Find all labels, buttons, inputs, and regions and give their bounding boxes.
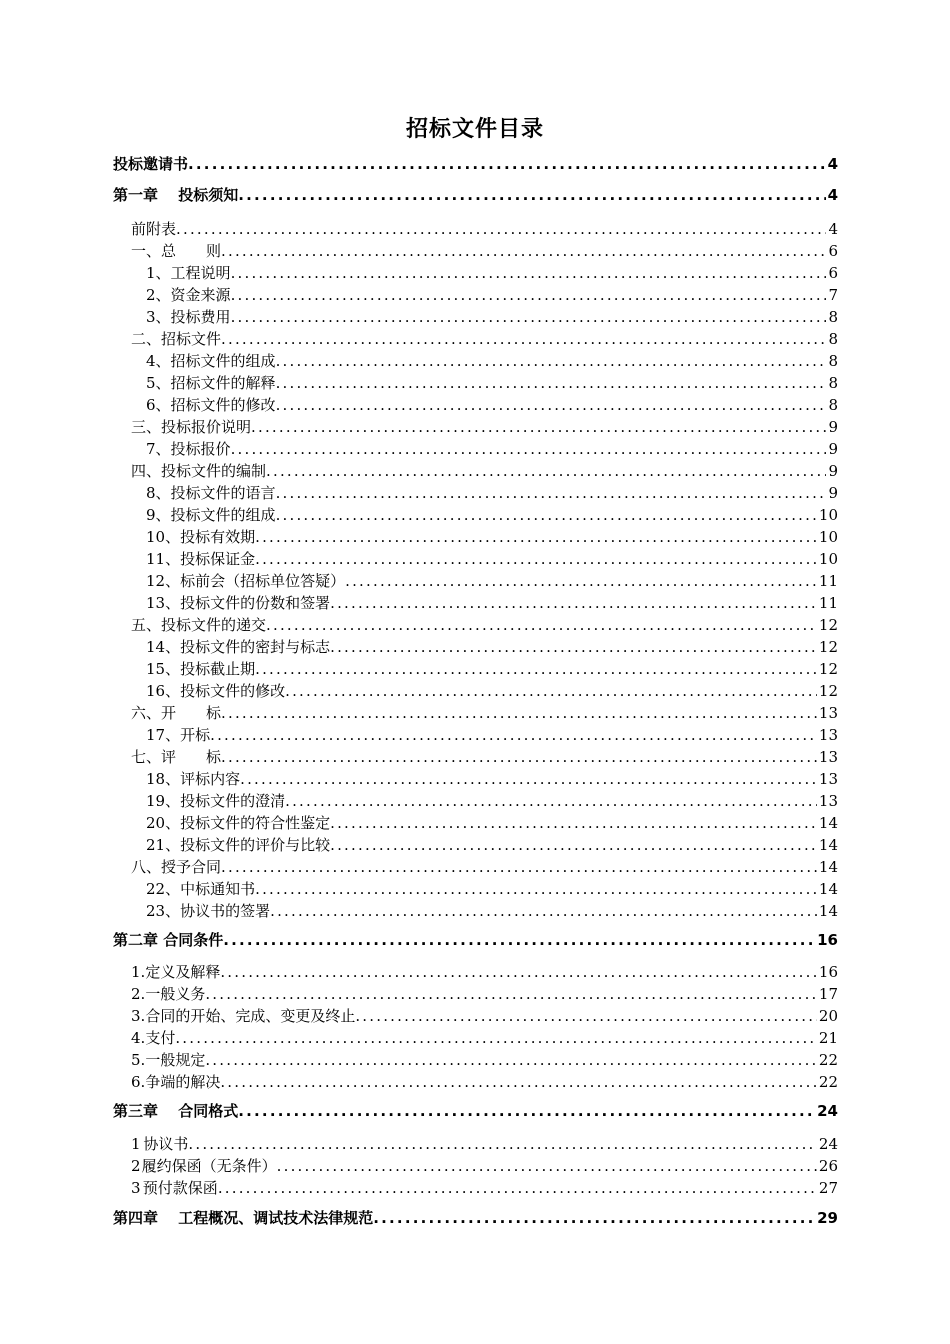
toc-page-number: 14 bbox=[818, 858, 838, 876]
toc-chapter-entry[interactable] bbox=[113, 153, 838, 175]
toc-page-number: 11 bbox=[818, 594, 838, 612]
toc-entry-label: 投标费用 bbox=[170, 308, 231, 326]
toc-entry[interactable] bbox=[146, 636, 838, 658]
toc-chapter-entry[interactable] bbox=[113, 1100, 838, 1122]
toc-entry-label: 投标邀请书 bbox=[113, 155, 189, 173]
toc-entry[interactable] bbox=[146, 724, 838, 746]
toc-dot-leader bbox=[276, 350, 827, 372]
toc-entry-number: 20、 bbox=[146, 814, 181, 832]
toc-page-number: 17 bbox=[818, 985, 838, 1003]
toc-entry-label: 招标文件的组成 bbox=[170, 352, 276, 370]
toc-page-number: 13 bbox=[818, 704, 838, 722]
toc-page-number: 8 bbox=[828, 330, 838, 348]
toc-entry[interactable] bbox=[146, 790, 838, 812]
toc-entry-label: 履约保函（无条件） bbox=[141, 1157, 277, 1175]
toc-entry-label: 第四章 工程概况、调试技术法律规范 bbox=[113, 1209, 374, 1227]
toc-page-number: 29 bbox=[817, 1209, 838, 1227]
toc-entry-label: 投标文件的修改 bbox=[180, 682, 286, 700]
toc-entry[interactable] bbox=[131, 614, 838, 636]
toc-dot-leader bbox=[231, 306, 827, 328]
toc-page-number: 8 bbox=[828, 396, 838, 414]
toc-page-number: 16 bbox=[818, 963, 838, 981]
toc-page-number: 16 bbox=[817, 931, 838, 949]
toc-entry[interactable] bbox=[146, 680, 838, 702]
toc-entry-label: 八、授予合同 bbox=[131, 858, 222, 876]
toc-entry[interactable] bbox=[146, 900, 838, 922]
toc-entry-number: 16、 bbox=[146, 682, 181, 700]
toc-entry-number: 14、 bbox=[146, 638, 181, 656]
toc-dot-leader bbox=[255, 878, 817, 900]
toc-dot-leader bbox=[240, 768, 817, 790]
toc-entry-number: 3. bbox=[131, 1007, 146, 1025]
toc-entry-number: 13、 bbox=[146, 594, 181, 612]
toc-page-number: 22 bbox=[818, 1051, 838, 1069]
toc-page-number: 13 bbox=[818, 748, 838, 766]
toc-entry-number: 4. bbox=[131, 1029, 146, 1047]
toc-entry[interactable] bbox=[146, 306, 838, 328]
toc-entry-label: 投标文件的符合性鉴定 bbox=[180, 814, 331, 832]
toc-dot-leader bbox=[220, 961, 817, 983]
toc-entry-label: 投标文件的份数和签署 bbox=[180, 594, 331, 612]
toc-page-number: 24 bbox=[817, 1102, 838, 1120]
toc-page-number: 9 bbox=[828, 418, 838, 436]
toc-dot-leader bbox=[330, 636, 817, 658]
toc-page-number: 22 bbox=[818, 1073, 838, 1091]
toc-entry[interactable] bbox=[146, 812, 838, 834]
toc-entry-label: 评标内容 bbox=[180, 770, 241, 788]
toc-entry[interactable] bbox=[131, 460, 838, 482]
toc-entry-label: 七、评 标 bbox=[131, 748, 222, 766]
toc-entry-number: 3、 bbox=[146, 308, 171, 326]
toc-entry-number: 22、 bbox=[146, 880, 181, 898]
toc-page-number: 9 bbox=[828, 484, 838, 502]
toc-dot-leader bbox=[251, 416, 826, 438]
toc-page-number: 24 bbox=[818, 1135, 838, 1153]
toc-entry[interactable] bbox=[146, 504, 838, 526]
toc-entry-label: 第三章 合同格式 bbox=[113, 1102, 239, 1120]
toc-dot-leader bbox=[277, 1155, 817, 1177]
toc-page-number: 11 bbox=[818, 572, 838, 590]
toc-dot-leader bbox=[231, 284, 827, 306]
toc-entry-number: 15、 bbox=[146, 660, 181, 678]
toc-page-number: 12 bbox=[818, 638, 838, 656]
toc-entry-label: 工程说明 bbox=[170, 264, 231, 282]
toc-dot-leader bbox=[188, 153, 826, 175]
toc-entry[interactable] bbox=[146, 262, 838, 284]
toc-dot-leader bbox=[221, 856, 817, 878]
toc-dot-leader bbox=[276, 504, 817, 526]
toc-page-number: 14 bbox=[818, 814, 838, 832]
toc-page-number: 10 bbox=[818, 550, 838, 568]
toc-page-number: 14 bbox=[818, 902, 838, 920]
toc-entry-label: 资金来源 bbox=[170, 286, 231, 304]
toc-entry[interactable] bbox=[131, 1071, 838, 1093]
toc-entry-number: 7、 bbox=[146, 440, 171, 458]
toc-entry-number: 6、 bbox=[146, 396, 171, 414]
toc-entry-number: 4、 bbox=[146, 352, 171, 370]
toc-entry[interactable] bbox=[146, 548, 838, 570]
toc-entry[interactable] bbox=[131, 218, 838, 240]
toc-entry[interactable] bbox=[146, 768, 838, 790]
toc-dot-leader bbox=[255, 658, 817, 680]
toc-entry[interactable] bbox=[146, 350, 838, 372]
toc-page-number: 12 bbox=[818, 660, 838, 678]
toc-entry[interactable] bbox=[146, 438, 838, 460]
toc-entry-number: 5. bbox=[131, 1051, 146, 1069]
toc-dot-leader bbox=[221, 240, 826, 262]
toc-page-number: 8 bbox=[828, 352, 838, 370]
toc-page-number: 10 bbox=[818, 506, 838, 524]
toc-entry-number: 12、 bbox=[146, 572, 181, 590]
document-title: 招标文件目录 bbox=[405, 117, 544, 142]
toc-dot-leader bbox=[266, 614, 817, 636]
toc-entry-label: 开标 bbox=[180, 726, 211, 744]
toc-dot-leader bbox=[205, 983, 817, 1005]
toc-entry-number: 11、 bbox=[146, 550, 181, 568]
toc-entry[interactable] bbox=[131, 240, 838, 262]
toc-page-number: 27 bbox=[818, 1179, 838, 1197]
toc-dot-leader bbox=[218, 1177, 817, 1199]
toc-entry-label: 三、投标报价说明 bbox=[131, 418, 252, 436]
toc-entry-number: 3 bbox=[131, 1179, 141, 1197]
toc-entry-number: 18、 bbox=[146, 770, 181, 788]
toc-entry-label: 招标文件的修改 bbox=[170, 396, 276, 414]
toc-entry[interactable] bbox=[146, 372, 838, 394]
toc-entry-number: 19、 bbox=[146, 792, 181, 810]
toc-page-number: 12 bbox=[818, 616, 838, 634]
toc-page-number: 12 bbox=[818, 682, 838, 700]
toc-entry-number: 8、 bbox=[146, 484, 171, 502]
toc-entry[interactable] bbox=[131, 1177, 838, 1199]
toc-entry-label: 一般义务 bbox=[145, 985, 206, 1003]
toc-entry-label: 二、招标文件 bbox=[131, 330, 222, 348]
toc-page-number: 6 bbox=[828, 264, 838, 282]
toc-entry-number: 2、 bbox=[146, 286, 171, 304]
toc-dot-leader bbox=[276, 482, 827, 504]
toc-page-number: 21 bbox=[818, 1029, 838, 1047]
toc-entry-label: 支付 bbox=[145, 1029, 176, 1047]
toc-entry-label: 一、总 则 bbox=[131, 242, 222, 260]
toc-entry[interactable] bbox=[131, 416, 838, 438]
toc-entry-number: 17、 bbox=[146, 726, 181, 744]
toc-dot-leader bbox=[373, 1207, 815, 1229]
toc-dot-leader bbox=[285, 790, 817, 812]
toc-entry-number: 5、 bbox=[146, 374, 171, 392]
toc-entry-label: 定义及解释 bbox=[145, 963, 221, 981]
toc-dot-leader bbox=[231, 438, 827, 460]
toc-page-number: 13 bbox=[818, 792, 838, 810]
toc-entry[interactable] bbox=[146, 482, 838, 504]
toc-dot-leader bbox=[221, 746, 817, 768]
toc-dot-leader bbox=[238, 184, 825, 206]
toc-dot-leader bbox=[270, 900, 817, 922]
toc-dot-leader bbox=[255, 548, 817, 570]
toc-page-number: 13 bbox=[818, 726, 838, 744]
toc-entry-label: 投标保证金 bbox=[180, 550, 256, 568]
toc-dot-leader bbox=[330, 812, 817, 834]
toc-dot-leader bbox=[220, 1071, 817, 1093]
toc-entry-label: 投标文件的密封与标志 bbox=[180, 638, 331, 656]
toc-entry-label: 第一章 投标须知 bbox=[113, 186, 239, 204]
toc-entry-label: 协议书的签署 bbox=[180, 902, 271, 920]
toc-page-number: 8 bbox=[828, 374, 838, 392]
toc-dot-leader bbox=[330, 834, 817, 856]
toc-entry-label: 招标文件的解释 bbox=[170, 374, 276, 392]
toc-dot-leader bbox=[285, 680, 817, 702]
toc-entry[interactable] bbox=[146, 878, 838, 900]
toc-entry-label: 五、投标文件的递交 bbox=[131, 616, 267, 634]
toc-page-number: 9 bbox=[828, 462, 838, 480]
toc-entry[interactable] bbox=[146, 592, 838, 614]
toc-dot-leader bbox=[330, 592, 817, 614]
toc-entry-number: 2 bbox=[131, 1157, 141, 1175]
toc-entry[interactable] bbox=[146, 394, 838, 416]
toc-entry-number: 1、 bbox=[146, 264, 171, 282]
toc-entry[interactable] bbox=[146, 570, 838, 592]
toc-page-number: 14 bbox=[818, 880, 838, 898]
toc-entry-label: 争端的解决 bbox=[145, 1073, 221, 1091]
toc-dot-leader bbox=[210, 724, 817, 746]
toc-entry[interactable] bbox=[131, 1155, 838, 1177]
toc-entry[interactable] bbox=[131, 1005, 838, 1027]
toc-page-number: 6 bbox=[828, 242, 838, 260]
toc-page-number: 4 bbox=[828, 220, 838, 238]
toc-entry-number: 1. bbox=[131, 963, 146, 981]
toc-dot-leader bbox=[175, 1027, 817, 1049]
toc-dot-leader bbox=[355, 1005, 817, 1027]
toc-entry-number: 21、 bbox=[146, 836, 181, 854]
toc-entry-label: 一般规定 bbox=[145, 1051, 206, 1069]
toc-entry[interactable] bbox=[131, 1133, 838, 1155]
toc-entry-label: 投标报价 bbox=[170, 440, 231, 458]
toc-page-number: 4 bbox=[827, 186, 838, 204]
toc-page-number: 7 bbox=[828, 286, 838, 304]
toc-chapter-entry[interactable] bbox=[113, 929, 838, 951]
toc-entry-number: 6. bbox=[131, 1073, 146, 1091]
toc-dot-leader bbox=[221, 702, 817, 724]
toc-entry-label: 投标文件的组成 bbox=[170, 506, 276, 524]
toc-entry-label: 第二章 合同条件 bbox=[113, 931, 224, 949]
toc-dot-leader bbox=[176, 218, 826, 240]
toc-entry-label: 投标有效期 bbox=[180, 528, 256, 546]
toc-entry-number: 10、 bbox=[146, 528, 181, 546]
toc-entry-label: 标前会（招标单位答疑） bbox=[180, 572, 346, 590]
toc-page-number: 20 bbox=[818, 1007, 838, 1025]
toc-entry-number: 2. bbox=[131, 985, 146, 1003]
toc-page-number: 13 bbox=[818, 770, 838, 788]
toc-entry[interactable] bbox=[131, 702, 838, 724]
toc-entry[interactable] bbox=[146, 284, 838, 306]
toc-dot-leader bbox=[205, 1049, 817, 1071]
toc-entry-label: 中标通知书 bbox=[180, 880, 256, 898]
toc-entry-label: 预付款保函 bbox=[142, 1179, 218, 1197]
toc-dot-leader bbox=[266, 460, 826, 482]
toc-dot-leader bbox=[188, 1133, 817, 1155]
toc-entry[interactable] bbox=[146, 834, 838, 856]
toc-entry-label: 投标文件的语言 bbox=[170, 484, 276, 502]
toc-entry-number: 1 bbox=[131, 1135, 141, 1153]
toc-page-number: 8 bbox=[828, 308, 838, 326]
toc-entry-label: 投标文件的评价与比较 bbox=[180, 836, 331, 854]
toc-dot-leader bbox=[223, 929, 815, 951]
toc-entry-number: 23、 bbox=[146, 902, 181, 920]
toc-page-number: 14 bbox=[818, 836, 838, 854]
toc-dot-leader bbox=[231, 262, 827, 284]
toc-dot-leader bbox=[238, 1100, 815, 1122]
toc-dot-leader bbox=[276, 372, 827, 394]
toc-page-number: 9 bbox=[828, 440, 838, 458]
toc-dot-leader bbox=[255, 526, 817, 548]
toc-entry[interactable] bbox=[131, 983, 838, 1005]
toc-entry-label: 协议书 bbox=[143, 1135, 189, 1153]
toc-chapter-entry[interactable] bbox=[113, 1207, 838, 1229]
toc-entry[interactable] bbox=[131, 1027, 838, 1049]
toc-entry[interactable] bbox=[131, 1049, 838, 1071]
toc-entry-label: 合同的开始、完成、变更及终止 bbox=[145, 1007, 356, 1025]
toc-entry-label: 四、投标文件的编制 bbox=[131, 462, 267, 480]
toc-dot-leader bbox=[276, 394, 827, 416]
toc-entry[interactable] bbox=[131, 961, 838, 983]
toc-page-number: 26 bbox=[818, 1157, 838, 1175]
toc-entry-label: 六、开 标 bbox=[131, 704, 222, 722]
toc-entry[interactable] bbox=[131, 856, 838, 878]
toc-page-number: 10 bbox=[818, 528, 838, 546]
toc-dot-leader bbox=[221, 328, 826, 350]
toc-entry-label: 投标文件的澄清 bbox=[180, 792, 286, 810]
toc-entry[interactable] bbox=[146, 658, 838, 680]
toc-entry[interactable] bbox=[146, 526, 838, 548]
toc-entry-label: 投标截止期 bbox=[180, 660, 256, 678]
toc-entry[interactable] bbox=[131, 328, 838, 350]
toc-dot-leader bbox=[345, 570, 817, 592]
toc-page-number: 4 bbox=[827, 155, 838, 173]
toc-chapter-entry[interactable] bbox=[113, 184, 838, 206]
toc-entry-number: 9、 bbox=[146, 506, 171, 524]
toc-entry-label: 前附表 bbox=[131, 220, 177, 238]
toc-entry[interactable] bbox=[131, 746, 838, 768]
